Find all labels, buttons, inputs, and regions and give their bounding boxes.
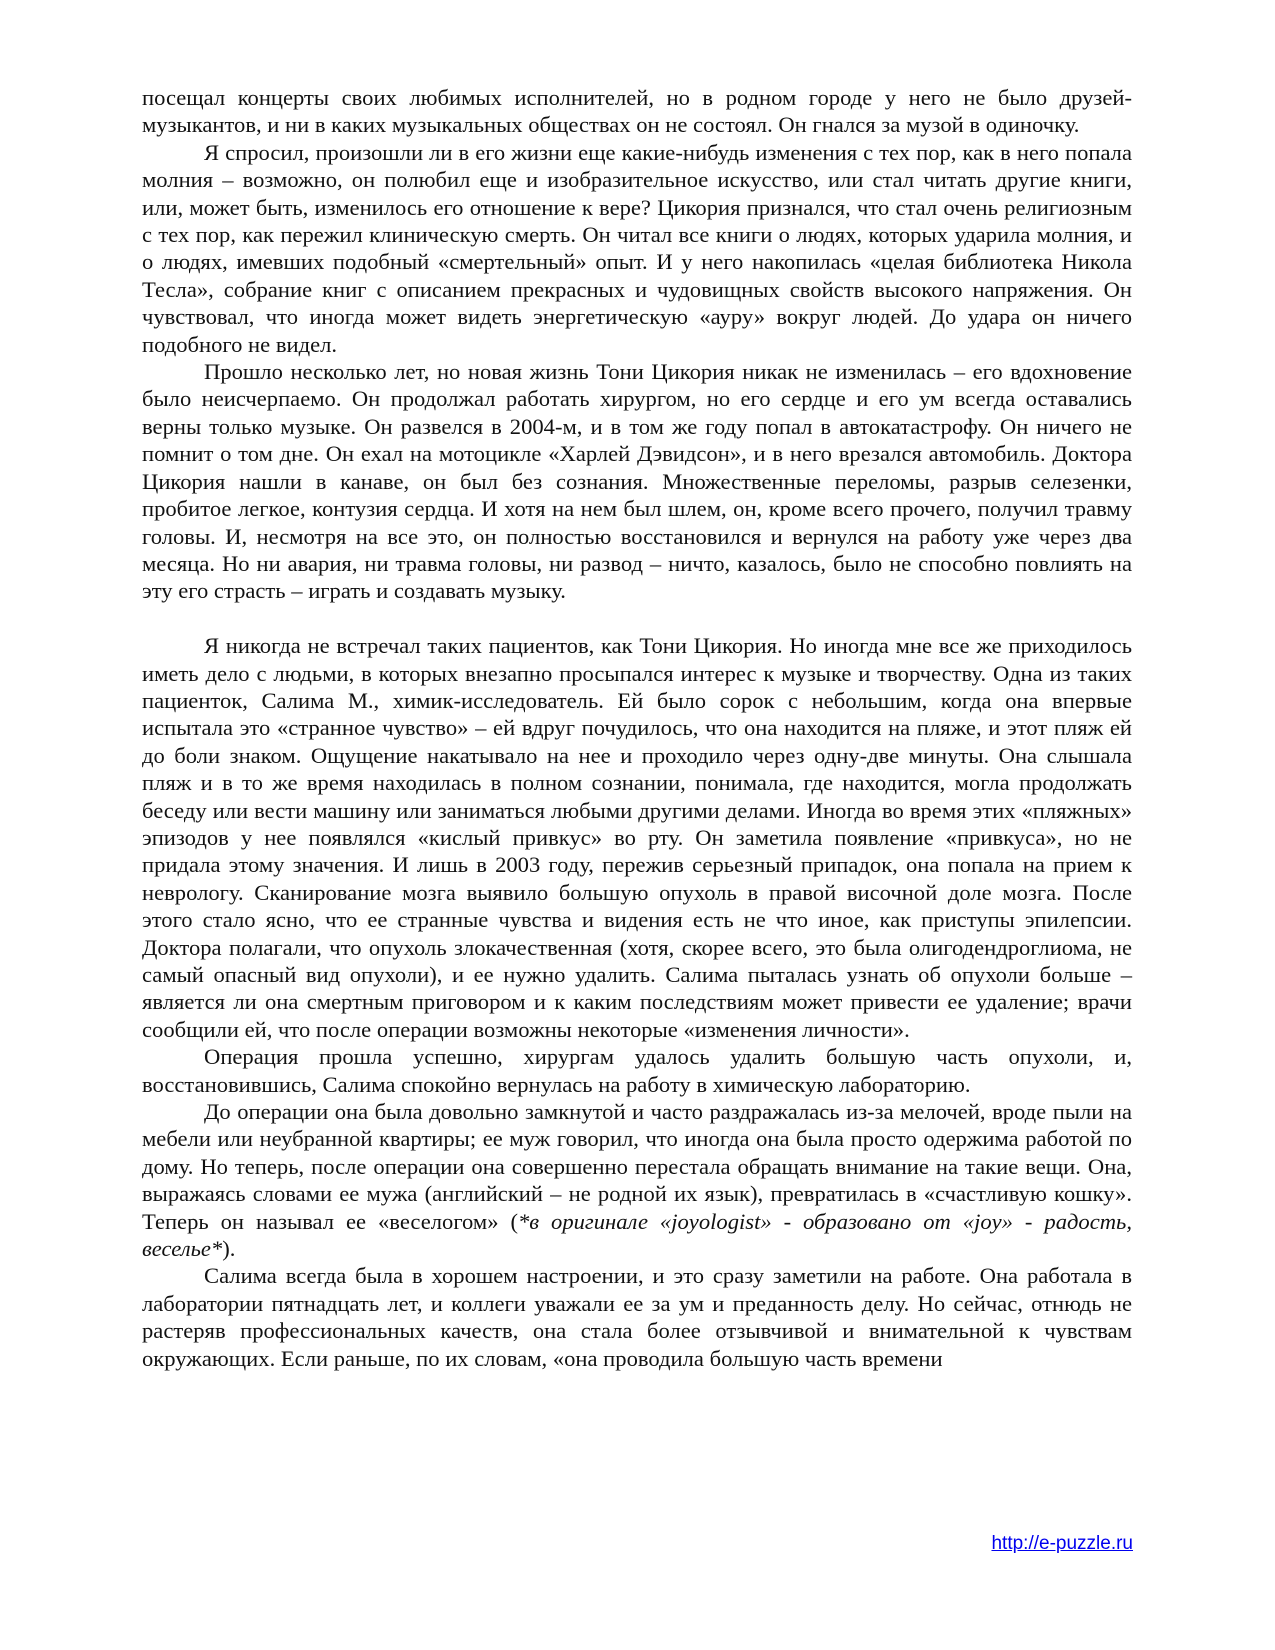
paragraph: Операция прошла успешно, хирургам удалось удалить большую часть опухоли, и, восстановившись, Салима спокойно вернулась на работу в химическую лабораторию. xyxy=(142,1044,1132,1097)
document-body xyxy=(142,84,1132,1372)
translator-note: *в оригинале «joyologist» - образовано от «joy» - радость, веселье* xyxy=(142,1208,1132,1262)
paragraph: посещал концерты своих любимых исполнителей, но в родном городе у него не было друзей-музыкантов, и ни в каких музыкальных обществах он не состоял. Он гнался за музой в одиночку. xyxy=(142,85,1132,138)
paragraph-text: До операции она была довольно замкнутой и часто раздражалась из-за мелочей, вроде пыли на мебели или неубранной квартиры; ее муж говорил, что иногда она была просто одержима работой по дому. Но теперь, после операции она совершенно перестала обращать внимание на такие вещи. Она, выражаясь словами ее мужа (английский – не родной их язык), превратилась в «счастливую кошку». Теперь он называл ее «веселогом» ( xyxy=(142,1099,1132,1234)
paragraph: Салима всегда была в хорошем настроении, и это сразу заметили на работе. Она работала в лаборатории пятнадцать лет, и коллеги уважали ее за ум и преданность делу. Но сейчас, отнюдь не растеряв профессиональных качеств, она стала более отзывчивой и внимательной к чувствам окружающих. Если раньше, по их словам, «она проводила большую часть времени xyxy=(142,1263,1132,1371)
paragraph: Прошло несколько лет, но новая жизнь Тони Цикория никак не изменилась – его вдохновение было неисчерпаемо. Он продолжал работать хирургом, но его сердце и его ум всегда оставались верны только музыке. Он развелся в 2004-м, и в том же году попал в автокатастрофу. Он ничего не помнит о том дне. Он ехал на мотоцикле «Харлей Дэвидсон», и в него врезался автомобиль. Доктора Цикория нашли в канаве, он был без сознания. Множественные переломы, разрыв селезенки, пробитое легкое, контузия сердца. И хотя на нем был шлем, он, кроме всего прочего, получил травму головы. И, несмотря на все это, он полностью восстановился и вернулся на работу уже через два месяца. Но ни авария, ни травма головы, ни развод – ничто, казалось, было не способно повлиять на эту его страсть – играть и создавать музыку. xyxy=(142,359,1132,604)
paragraph: Я никогда не встречал таких пациентов, как Тони Цикория. Но иногда мне все же приходилось иметь дело с людьми, в которых внезапно просыпался интерес к музыке и творчеству. Одна из таких пациенток, Салима М., химик-исследователь. Ей было сорок с небольшим, когда она впервые испытала это «странное чувство» – ей вдруг почудилось, что она находится на пляже, и этот пляж ей до боли знаком. Ощущение накатывало на нее и проходило через одну-две минуты. Она слышала пляж и в то же время находилась в полном сознании, понимала, где находится, могла продолжать беседу или вести машину или заниматься любыми другими делами. Иногда во время этих «пляжных» эпизодов у нее появлялся «кислый привкус» во рту. Он заметила появление «привкуса», но не придала этому значения. И лишь в 2003 году, пережив серьезный припадок, она попала на прием к неврологу. Сканирование мозга выявило большую опухоль в правой височной доле мозга. После этого стало ясно, что ее странные чувства и видения есть не что иное, как приступы эпилепсии. Доктора полагали, что опухоль злокачественная (хотя, скорее всего, это была олигодендроглиома, не самый опасный вид опухоли), и ее нужно удалить. Салима пыталась узнать об опухоли больше – является ли она смертным приговором и к каким последствиям может привести ее удаление; врачи сообщили ей, что после операции возможны некоторые «изменения личности». xyxy=(142,633,1132,1042)
paragraph xyxy=(142,1098,1132,1262)
paragraph: Я спросил, произошли ли в его жизни еще какие-нибудь изменения с тех пор, как в него попала молния – возможно, он полюбил еще и изобразительное искусство, или стал читать другие книги, или, может быть, изменилось его отношение к вере? Цикория признался, что стал очень религиозным с тех пор, как пережил клиническую смерть. Он читал все книги о людях, которых ударила молния, и о людях, имевших подобный «смертельный» опыт. И у него накопилась «целая библиотека Никола Тесла», собрание книг с описанием прекрасных и чудовищных свойств высокого напряжения. Он чувствовал, что иногда может видеть энергетическую «ауру» вокруг людей. До удара он ничего подобного не видел. xyxy=(142,139,1132,357)
paragraph-text-end: ). xyxy=(222,1236,236,1262)
footer-site-link[interactable]: http://e-puzzle.ru xyxy=(991,1533,1133,1554)
